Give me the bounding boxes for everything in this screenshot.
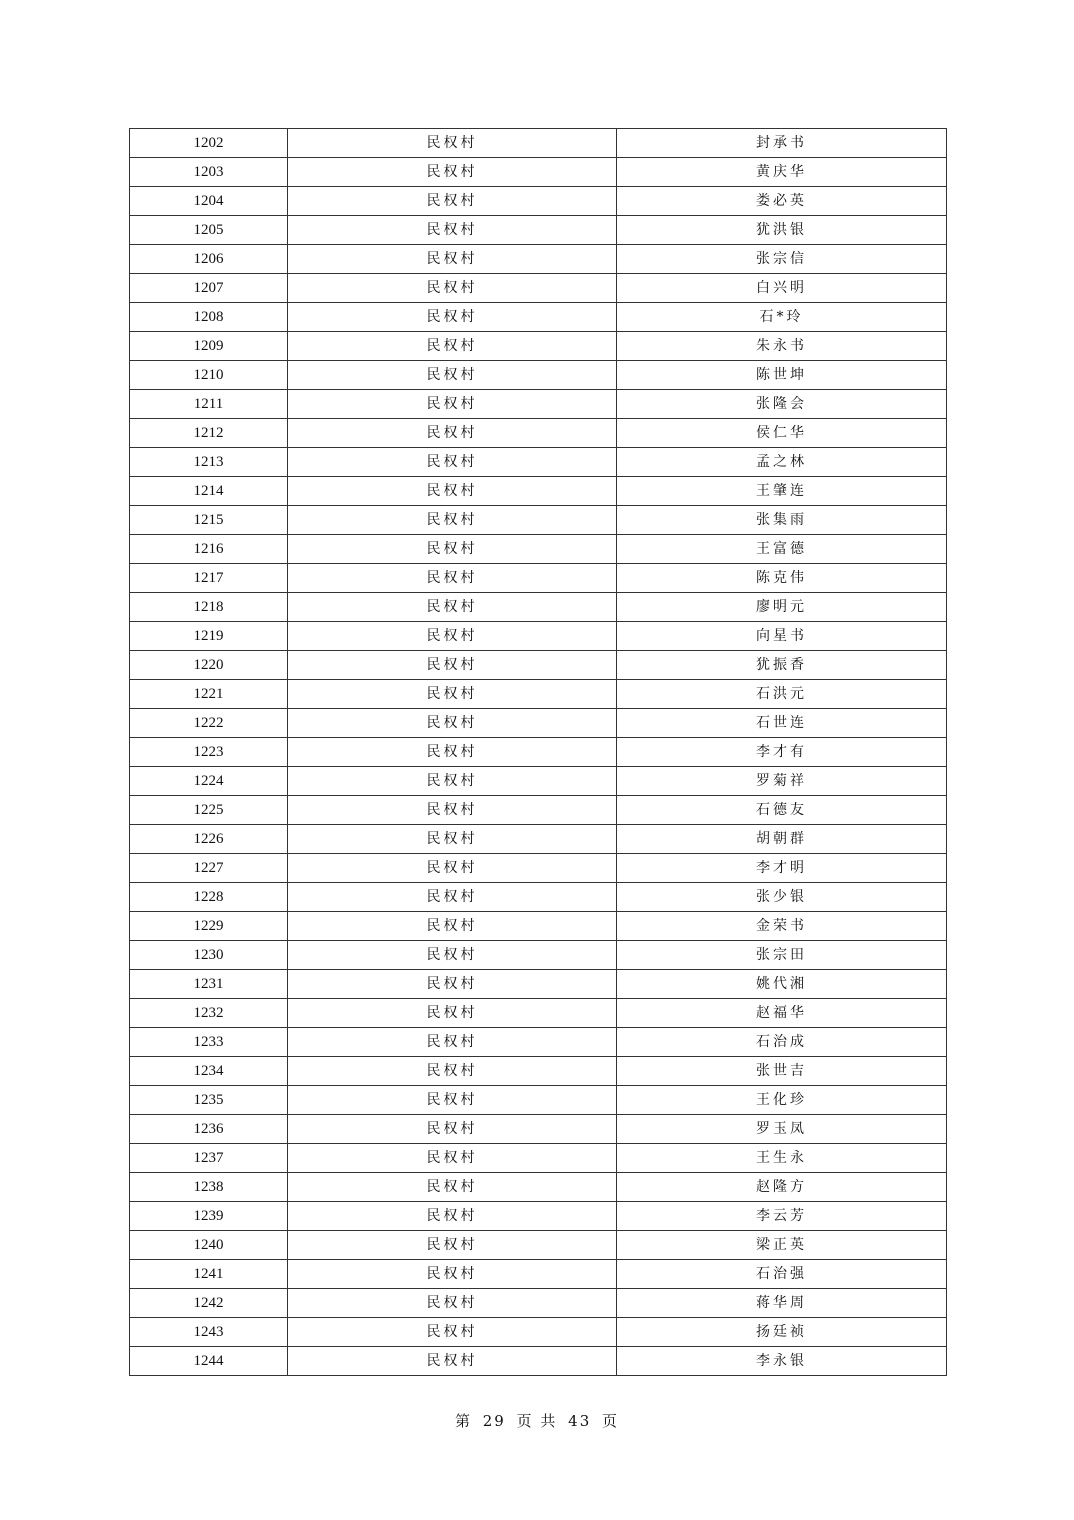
row-number-cell: 1215: [130, 506, 288, 535]
village-cell: 民权村: [288, 535, 617, 564]
village-cell: 民权村: [288, 1028, 617, 1057]
person-name-cell: 黄庆华: [617, 158, 947, 187]
person-name-cell: 姚代湘: [617, 970, 947, 999]
table-row: [130, 564, 947, 593]
table-row: [130, 767, 947, 796]
village-cell: 民权村: [288, 622, 617, 651]
table-row: [130, 506, 947, 535]
person-name-cell: 李永银: [617, 1347, 947, 1376]
village-cell: 民权村: [288, 390, 617, 419]
person-name-cell: 张世吉: [617, 1057, 947, 1086]
person-name-cell: 金荣书: [617, 912, 947, 941]
table-row: [130, 216, 947, 245]
village-cell: 民权村: [288, 680, 617, 709]
table-row: [130, 680, 947, 709]
row-number-cell: 1212: [130, 419, 288, 448]
footer-mid: 页 共: [516, 1412, 558, 1430]
row-number-cell: 1207: [130, 274, 288, 303]
row-number-cell: 1239: [130, 1202, 288, 1231]
table-row: [130, 1231, 947, 1260]
person-name-cell: 王化珍: [617, 1086, 947, 1115]
village-cell: 民权村: [288, 1057, 617, 1086]
person-name-cell: 胡朝群: [617, 825, 947, 854]
village-cell: 民权村: [288, 1086, 617, 1115]
row-number-cell: 1233: [130, 1028, 288, 1057]
row-number-cell: 1218: [130, 593, 288, 622]
table-row: [130, 1144, 947, 1173]
village-cell: 民权村: [288, 1289, 617, 1318]
table-row: [130, 1260, 947, 1289]
row-number-cell: 1208: [130, 303, 288, 332]
person-name-cell: 石世连: [617, 709, 947, 738]
table-row: [130, 1086, 947, 1115]
person-name-cell: 封承书: [617, 129, 947, 158]
person-name-cell: 白兴明: [617, 274, 947, 303]
village-cell: 民权村: [288, 1231, 617, 1260]
table-row: [130, 941, 947, 970]
person-name-cell: 李云芳: [617, 1202, 947, 1231]
table-row: [130, 825, 947, 854]
row-number-cell: 1223: [130, 738, 288, 767]
person-name-cell: 王肇连: [617, 477, 947, 506]
table-row: [130, 158, 947, 187]
village-cell: 民权村: [288, 593, 617, 622]
person-name-cell: 李才明: [617, 854, 947, 883]
row-number-cell: 1216: [130, 535, 288, 564]
table-row: [130, 1289, 947, 1318]
person-name-cell: 石德友: [617, 796, 947, 825]
table-row: [130, 274, 947, 303]
row-number-cell: 1237: [130, 1144, 288, 1173]
person-name-cell: 张宗田: [617, 941, 947, 970]
person-name-cell: 王富德: [617, 535, 947, 564]
row-number-cell: 1202: [130, 129, 288, 158]
village-cell: 民权村: [288, 332, 617, 361]
row-number-cell: 1227: [130, 854, 288, 883]
table-row: [130, 332, 947, 361]
row-number-cell: 1213: [130, 448, 288, 477]
table-row: [130, 622, 947, 651]
table-row: [130, 361, 947, 390]
table-row: [130, 854, 947, 883]
village-cell: 民权村: [288, 651, 617, 680]
person-name-cell: 朱永书: [617, 332, 947, 361]
row-number-cell: 1226: [130, 825, 288, 854]
row-number-cell: 1228: [130, 883, 288, 912]
village-cell: 民权村: [288, 303, 617, 332]
person-name-cell: 陈克伟: [617, 564, 947, 593]
village-cell: 民权村: [288, 1202, 617, 1231]
table-row: [130, 1028, 947, 1057]
row-number-cell: 1230: [130, 941, 288, 970]
row-number-cell: 1206: [130, 245, 288, 274]
total-page-count: 43: [568, 1412, 592, 1430]
village-cell: 民权村: [288, 767, 617, 796]
table-row: [130, 1115, 947, 1144]
table-row: [130, 1202, 947, 1231]
table-row: [130, 1057, 947, 1086]
table-row: [130, 448, 947, 477]
village-cell: 民权村: [288, 187, 617, 216]
row-number-cell: 1205: [130, 216, 288, 245]
table-row: [130, 912, 947, 941]
row-number-cell: 1244: [130, 1347, 288, 1376]
village-cell: 民权村: [288, 477, 617, 506]
table-row: [130, 303, 947, 332]
village-cell: 民权村: [288, 854, 617, 883]
row-number-cell: 1238: [130, 1173, 288, 1202]
person-name-cell: 扬廷祯: [617, 1318, 947, 1347]
village-cell: 民权村: [288, 361, 617, 390]
row-number-cell: 1209: [130, 332, 288, 361]
village-cell: 民权村: [288, 216, 617, 245]
person-name-cell: 梁正英: [617, 1231, 947, 1260]
footer-suffix: 页: [602, 1412, 620, 1430]
person-name-cell: 孟之林: [617, 448, 947, 477]
row-number-cell: 1219: [130, 622, 288, 651]
roster-table: [129, 128, 947, 1376]
table-row: [130, 535, 947, 564]
table-row: [130, 245, 947, 274]
row-number-cell: 1234: [130, 1057, 288, 1086]
village-cell: 民权村: [288, 1318, 617, 1347]
table-row: [130, 883, 947, 912]
table-row: [130, 999, 947, 1028]
table-row: [130, 187, 947, 216]
row-number-cell: 1217: [130, 564, 288, 593]
row-number-cell: 1203: [130, 158, 288, 187]
person-name-cell: 赵福华: [617, 999, 947, 1028]
person-name-cell: 王生永: [617, 1144, 947, 1173]
row-number-cell: 1214: [130, 477, 288, 506]
row-number-cell: 1222: [130, 709, 288, 738]
table-row: [130, 593, 947, 622]
row-number-cell: 1204: [130, 187, 288, 216]
village-cell: 民权村: [288, 941, 617, 970]
village-cell: 民权村: [288, 274, 617, 303]
person-name-cell: 廖明元: [617, 593, 947, 622]
village-cell: 民权村: [288, 1347, 617, 1376]
village-cell: 民权村: [288, 564, 617, 593]
village-cell: 民权村: [288, 738, 617, 767]
village-cell: 民权村: [288, 912, 617, 941]
village-cell: 民权村: [288, 448, 617, 477]
table-row: [130, 1318, 947, 1347]
person-name-cell: 石治成: [617, 1028, 947, 1057]
person-name-cell: 石*玲: [617, 303, 947, 332]
row-number-cell: 1225: [130, 796, 288, 825]
village-cell: 民权村: [288, 970, 617, 999]
person-name-cell: 李才有: [617, 738, 947, 767]
row-number-cell: 1232: [130, 999, 288, 1028]
table-row: [130, 738, 947, 767]
row-number-cell: 1221: [130, 680, 288, 709]
village-cell: 民权村: [288, 883, 617, 912]
table-row: [130, 419, 947, 448]
person-name-cell: 石洪元: [617, 680, 947, 709]
table-row: [130, 651, 947, 680]
table-row: [130, 477, 947, 506]
person-name-cell: 罗玉凤: [617, 1115, 947, 1144]
table-row: [130, 709, 947, 738]
row-number-cell: 1231: [130, 970, 288, 999]
village-cell: 民权村: [288, 796, 617, 825]
village-cell: 民权村: [288, 1260, 617, 1289]
village-cell: 民权村: [288, 419, 617, 448]
village-cell: 民权村: [288, 1144, 617, 1173]
village-cell: 民权村: [288, 506, 617, 535]
person-name-cell: 张少银: [617, 883, 947, 912]
person-name-cell: 张隆会: [617, 390, 947, 419]
person-name-cell: 向星书: [617, 622, 947, 651]
table-row: [130, 970, 947, 999]
row-number-cell: 1211: [130, 390, 288, 419]
person-name-cell: 罗菊祥: [617, 767, 947, 796]
village-cell: 民权村: [288, 245, 617, 274]
row-number-cell: 1243: [130, 1318, 288, 1347]
village-cell: 民权村: [288, 825, 617, 854]
row-number-cell: 1241: [130, 1260, 288, 1289]
footer-prefix: 第: [454, 1412, 472, 1430]
person-name-cell: 张宗信: [617, 245, 947, 274]
village-cell: 民权村: [288, 1115, 617, 1144]
row-number-cell: 1235: [130, 1086, 288, 1115]
person-name-cell: 张集雨: [617, 506, 947, 535]
village-cell: 民权村: [288, 129, 617, 158]
village-cell: 民权村: [288, 158, 617, 187]
table-row: [130, 390, 947, 419]
person-name-cell: 犹振香: [617, 651, 947, 680]
row-number-cell: 1210: [130, 361, 288, 390]
page-footer: [0, 1410, 1074, 1431]
row-number-cell: 1224: [130, 767, 288, 796]
table-row: [130, 1173, 947, 1202]
person-name-cell: 陈世坤: [617, 361, 947, 390]
village-cell: 民权村: [288, 709, 617, 738]
row-number-cell: 1242: [130, 1289, 288, 1318]
current-page-number: 29: [482, 1412, 506, 1430]
table-row: [130, 1347, 947, 1376]
row-number-cell: 1229: [130, 912, 288, 941]
person-name-cell: 蒋华周: [617, 1289, 947, 1318]
row-number-cell: 1220: [130, 651, 288, 680]
row-number-cell: 1236: [130, 1115, 288, 1144]
village-cell: 民权村: [288, 999, 617, 1028]
row-number-cell: 1240: [130, 1231, 288, 1260]
person-name-cell: 娄必英: [617, 187, 947, 216]
village-cell: 民权村: [288, 1173, 617, 1202]
table-row: [130, 796, 947, 825]
person-name-cell: 石治强: [617, 1260, 947, 1289]
table-row: [130, 129, 947, 158]
person-name-cell: 赵隆方: [617, 1173, 947, 1202]
person-name-cell: 犹洪银: [617, 216, 947, 245]
roster-table-body: [130, 129, 947, 1376]
person-name-cell: 侯仁华: [617, 419, 947, 448]
